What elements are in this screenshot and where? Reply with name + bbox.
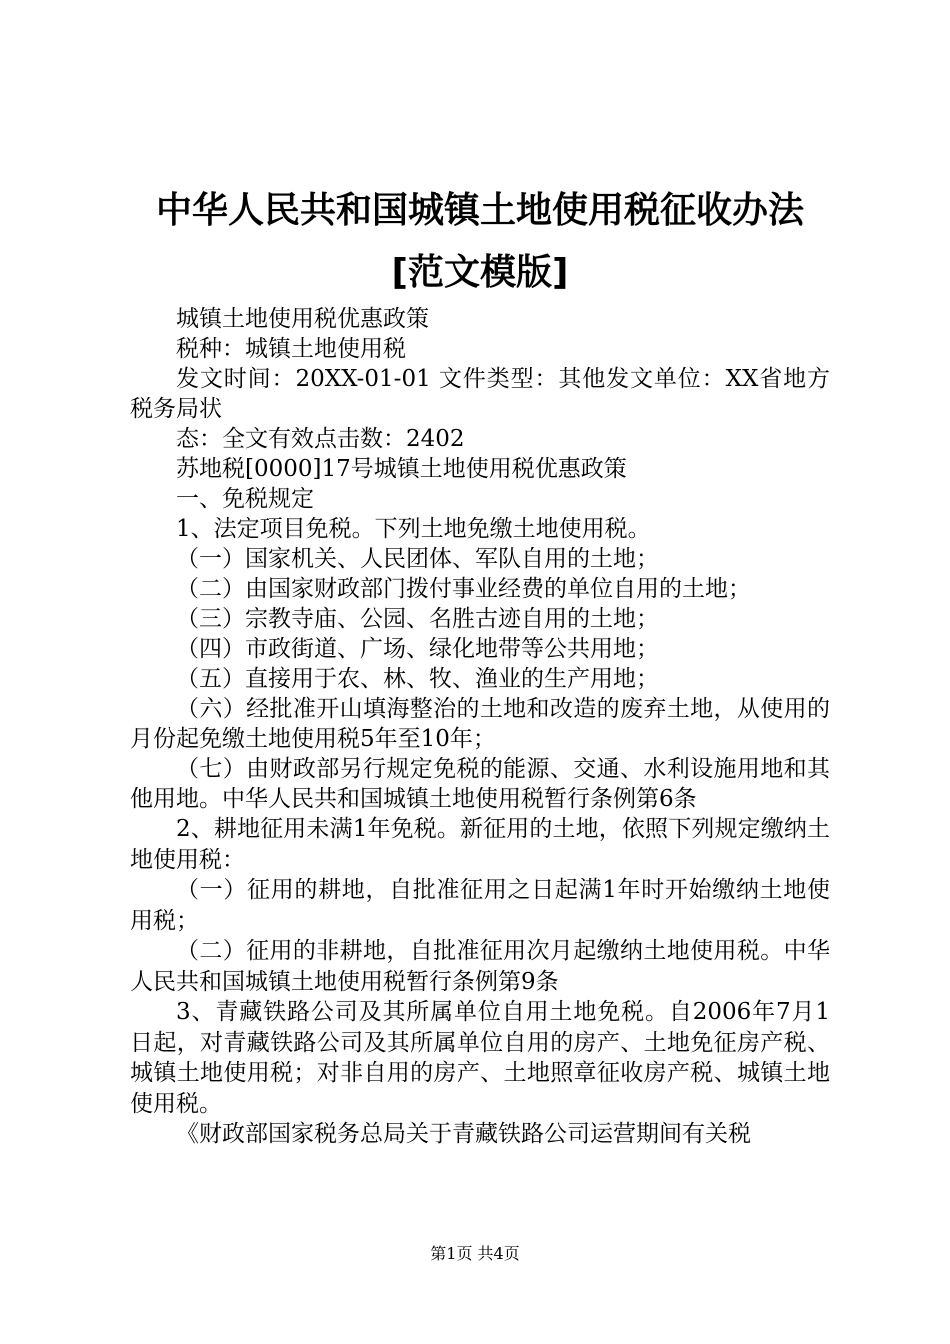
paragraph: 一、免税规定 bbox=[176, 486, 314, 512]
paragraph: 苏地税[0000]17号城镇土地使用税优惠政策 bbox=[176, 456, 627, 482]
paragraph: 《财政部国家税务总局关于青藏铁路公司运营期间有关税 bbox=[176, 1121, 751, 1147]
paragraph: （二）征用的非耕地，自批准征用次月起缴纳土地使用税。中华人民共和国城镇土地使用税暂行条例第9条 bbox=[130, 938, 830, 995]
document-page bbox=[130, 180, 830, 1150]
paragraph: （三）宗教寺庙、公园、名胜古迹自用的土地； bbox=[176, 606, 659, 632]
paragraph: （五）直接用于农、林、牧、渔业的生产用地； bbox=[176, 666, 659, 692]
paragraph: 税种：城镇土地使用税 bbox=[176, 336, 406, 362]
paragraph: 城镇土地使用税优惠政策 bbox=[176, 306, 429, 332]
page-footer: 第1页 共4页 bbox=[430, 1244, 520, 1263]
paragraph: （七）由财政部另行规定免税的能源、交通、水利设施用地和其他用地。中华人民共和国城镇土地使用税暂行条例第6条 bbox=[130, 756, 830, 812]
document-body bbox=[130, 304, 830, 1150]
paragraph: （四）市政街道、广场、绿化地带等公共用地； bbox=[176, 636, 659, 662]
paragraph: （六）经批准开山填海整治的土地和改造的废弃土地，从使用的月份起免缴土地使用税5年至10年； bbox=[130, 696, 830, 752]
paragraph: 3、青藏铁路公司及其所属单位自用土地免税。自2006年7月1日起，对青藏铁路公司及其所属单位自用的房产、土地免征房产税、城镇土地使用税；对非自用的房产、土地照章征收房产税、城镇土地使用税。 bbox=[130, 999, 830, 1117]
paragraph: 2、耕地征用未满1年免税。新征用的土地，依照下列规定缴纳土地使用税： bbox=[130, 816, 830, 873]
paragraph: 态：全文有效点击数：2402 bbox=[176, 426, 465, 452]
paragraph: 发文时间：20XX-01-01 文件类型：其他发文单位：XX省地方税务局状 bbox=[130, 366, 830, 422]
document-title: 中华人民共和国城镇土地使用税征收办法[范文模版] bbox=[155, 190, 804, 293]
paragraph: 1、法定项目免税。下列土地免缴土地使用税。 bbox=[176, 516, 651, 542]
paragraph: （一）征用的耕地，自批准征用之日起满1年时开始缴纳土地使用税； bbox=[130, 877, 830, 934]
paragraph: （二）由国家财政部门拨付事业经费的单位自用的土地； bbox=[176, 576, 751, 602]
paragraph: （一）国家机关、人民团体、军队自用的土地； bbox=[176, 546, 659, 572]
